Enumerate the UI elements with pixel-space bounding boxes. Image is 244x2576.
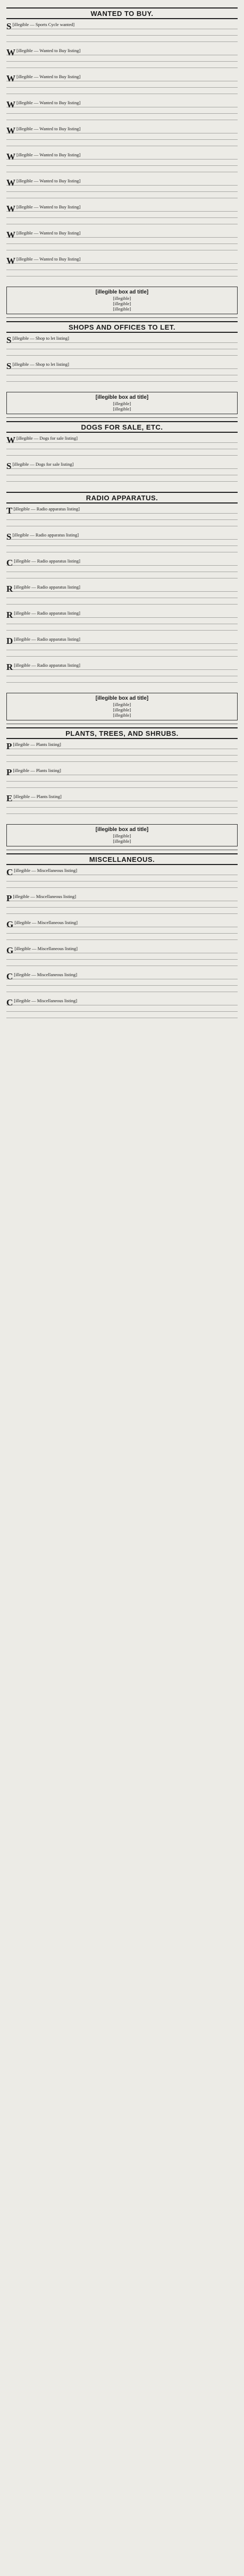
text-line-placeholder [6,107,238,112]
text-line-placeholder [6,979,238,984]
text-line-placeholder [6,761,238,767]
ad-text: [illegible — Radio apparatus listing] [14,636,80,642]
classified-ad [6,584,238,594]
ad-initial: W [6,152,15,162]
ad-text: [illegible — Sports Cycle wanted] [12,22,75,27]
ad-initial: C [6,867,13,877]
text-line-placeholder [6,449,238,454]
ad-initial: S [6,335,12,345]
text-line-placeholder [6,881,238,886]
text-line-placeholder [6,191,238,197]
classified-section [6,853,238,1023]
text-line-placeholder [6,546,238,551]
text-line-placeholder [6,901,238,906]
ad-text: [illegible — Miscellaneous listing] [14,998,78,1003]
classified-ad [6,21,238,31]
text-line-placeholder [6,172,238,177]
text-line-placeholder [6,139,238,145]
classified-section [6,321,238,387]
text-line-placeholder [6,775,238,780]
classified-section [6,727,238,819]
display-ad-title: [illegible box ad title] [95,395,149,400]
text-line-placeholder [6,244,238,249]
ad-text: [illegible — Wanted to Buy listing] [16,230,81,236]
classified-ad [6,636,238,646]
display-ad-line: [illegible] [113,306,131,312]
classified-ad [6,662,238,672]
classified-section [6,492,238,687]
ad-text: [illegible — Plants listing] [13,794,62,799]
text-line-placeholder [6,959,238,964]
ad-text: [illegible — Miscellaneous listing] [14,920,78,925]
section-heading: PLANTS, TREES, AND SHRUBS. [6,727,238,739]
ad-text: [illegible — Radio apparatus listing] [14,662,80,668]
classified-ad [6,47,238,57]
ad-text: [illegible — Dogs for sale listing] [16,435,78,441]
text-line-placeholder [6,29,238,34]
text-line-placeholder [6,94,238,99]
classified-ad [6,919,238,929]
text-line-placeholder [6,41,238,47]
text-line-placeholder [6,682,238,687]
text-line-placeholder [6,755,238,760]
text-line-placeholder [6,159,238,164]
ad-initial: R [6,584,13,594]
ad-text: [illegible — Plants listing] [13,768,61,773]
classified-ad [6,99,238,110]
classified-ad [6,997,238,1008]
text-line-placeholder [6,617,238,623]
text-line-placeholder [6,198,238,203]
classifieds-column [6,4,238,1028]
display-ad-box [6,824,238,846]
classified-ad [6,767,238,777]
text-line-placeholder [6,513,238,518]
text-line-placeholder [6,933,238,938]
ad-initial: W [6,204,15,214]
classified-ad [6,558,238,568]
ad-text: [illegible — Dogs for sale listing] [12,462,74,467]
text-line-placeholder [6,650,238,655]
text-line-placeholder [6,953,238,958]
text-line-placeholder [6,604,238,609]
text-line-placeholder [6,656,238,661]
display-ad-line: [illegible] [113,707,131,712]
ad-text: [illegible — Shop to let listing] [12,362,69,367]
ad-initial: S [6,21,12,31]
text-line-placeholder [6,1018,238,1023]
text-line-placeholder [6,146,238,151]
text-line-placeholder [6,807,238,812]
ad-initial: P [6,741,12,751]
text-line-placeholder [6,68,238,73]
ad-text: [illegible — Radio apparatus listing] [14,584,80,590]
text-line-placeholder [6,749,238,754]
text-line-placeholder [6,669,238,675]
ad-initial: R [6,610,13,620]
text-line-placeholder [6,787,238,793]
text-line-placeholder [6,624,238,629]
classified-ad [6,610,238,620]
ad-text: [illegible — Wanted to Buy listing] [16,74,81,79]
ad-initial: P [6,767,12,777]
text-line-placeholder [6,1011,238,1017]
text-line-placeholder [6,913,238,919]
text-line-placeholder [6,643,238,649]
classified-section [6,7,238,281]
text-line-placeholder [6,813,238,819]
ad-text: [illegible — Wanted to Buy listing] [16,48,81,53]
text-line-placeholder [6,475,238,480]
text-line-placeholder [6,526,238,531]
section-heading: SHOPS AND OFFICES TO LET. [6,321,238,333]
section-heading: MISCELLANEOUS. [6,853,238,865]
text-line-placeholder [6,985,238,991]
text-line-placeholder [6,87,238,93]
display-ad-box [6,287,238,314]
ad-text: [illegible — Miscellaneous listing] [14,946,78,951]
classified-ad [6,361,238,371]
classified-ad [6,741,238,751]
ad-initial: W [6,230,15,240]
display-ad-box [6,392,238,414]
text-line-placeholder [6,276,238,281]
text-line-placeholder [6,572,238,577]
text-line-placeholder [6,217,238,223]
ad-initial: C [6,558,13,568]
text-line-placeholder [6,224,238,229]
classified-ad [6,945,238,955]
text-line-placeholder [6,539,238,544]
text-line-placeholder [6,381,238,387]
text-line-placeholder [6,875,238,880]
display-ad-title: [illegible box ad title] [95,289,149,295]
classified-ad [6,461,238,471]
section-rule [6,417,238,418]
classified-ad [6,256,238,266]
classified-ad [6,971,238,981]
text-line-placeholder [6,519,238,525]
text-line-placeholder [6,887,238,893]
ad-text: [illegible — Wanted to Buy listing] [16,152,81,157]
display-ad-line: [illegible] [113,301,131,306]
ad-text: [illegible — Radio apparatus listing] [12,532,79,538]
ad-text: [illegible — Miscellaneous listing] [14,972,78,977]
text-line-placeholder [6,1005,238,1010]
ad-initial: G [6,945,14,955]
text-line-placeholder [6,481,238,486]
text-line-placeholder [6,237,238,242]
ad-text: [illegible — Wanted to Buy listing] [16,204,81,209]
ad-initial: D [6,636,13,646]
classified-ad [6,335,238,345]
text-line-placeholder [6,455,238,460]
display-ad-line: [illegible] [113,296,131,301]
display-ad-line: [illegible] [113,712,131,718]
display-ad-line: [illegible] [113,702,131,707]
text-line-placeholder [6,966,238,971]
ad-initial: C [6,997,13,1008]
ad-initial: W [6,125,15,136]
ad-text: [illegible — Shop to let listing] [12,335,69,341]
text-line-placeholder [6,250,238,255]
ad-initial: G [6,919,14,929]
classified-ad [6,867,238,877]
text-line-placeholder [6,355,238,360]
text-line-placeholder [6,368,238,374]
ad-text: [illegible — Radio apparatus listing] [13,506,80,511]
classified-ad [6,506,238,516]
text-line-placeholder [6,927,238,932]
ad-text: [illegible — Wanted to Buy listing] [16,100,81,105]
ad-initial: R [6,662,13,672]
section-heading: WANTED TO BUY. [6,7,238,19]
display-ad-title: [illegible box ad title] [95,827,149,833]
ad-text: [illegible — Wanted to Buy listing] [16,256,81,262]
text-line-placeholder [6,120,238,125]
ad-initial: W [6,99,15,110]
text-line-placeholder [6,781,238,786]
text-line-placeholder [6,61,238,66]
ad-initial: W [6,73,15,83]
text-line-placeholder [6,35,238,40]
classified-ad [6,178,238,188]
ad-text: [illegible — Wanted to Buy listing] [16,126,81,131]
display-ad-line: [illegible] [113,401,131,406]
text-line-placeholder [6,81,238,86]
ad-initial: S [6,461,12,471]
ad-text: [illegible — Plants listing] [13,742,61,747]
section-rule [6,317,238,318]
display-ad-box [6,693,238,720]
text-line-placeholder [6,263,238,268]
text-line-placeholder [6,133,238,138]
classified-section [6,421,238,486]
ad-initial: S [6,532,12,542]
text-line-placeholder [6,907,238,912]
display-ad-line: [illegible] [113,833,131,838]
classified-ad [6,125,238,136]
classified-ad [6,152,238,162]
ad-initial: T [6,506,13,516]
classified-ad [6,435,238,445]
ad-initial: E [6,793,13,803]
text-line-placeholder [6,442,238,448]
ad-initial: W [6,256,15,266]
classified-ad [6,230,238,240]
section-heading: DOGS FOR SALE, ETC. [6,421,238,433]
ad-text: [illegible — Radio apparatus listing] [14,558,80,564]
text-line-placeholder [6,939,238,945]
ad-text: [illegible — Miscellaneous listing] [14,868,78,873]
text-line-placeholder [6,349,238,354]
section-heading: RADIO APPARATUS. [6,492,238,504]
text-line-placeholder [6,165,238,171]
classified-ad [6,73,238,83]
display-ad-title: [illegible box ad title] [95,695,149,701]
text-line-placeholder [6,801,238,806]
ad-text: [illegible — Radio apparatus listing] [14,610,80,616]
ad-text: [illegible — Wanted to Buy listing] [16,178,81,183]
text-line-placeholder [6,591,238,597]
text-line-placeholder [6,468,238,474]
text-line-placeholder [6,211,238,216]
classified-ad [6,893,238,903]
display-ad-line: [illegible] [113,838,131,844]
display-ad-line: [illegible] [113,406,131,412]
classified-ad [6,793,238,803]
text-line-placeholder [6,375,238,380]
classified-ad [6,532,238,542]
classified-ad [6,204,238,214]
text-line-placeholder [6,565,238,570]
ad-initial: W [6,435,15,445]
ad-initial: W [6,47,15,57]
text-line-placeholder [6,676,238,681]
text-line-placeholder [6,578,238,583]
text-line-placeholder [6,270,238,275]
text-line-placeholder [6,113,238,119]
ad-initial: P [6,893,12,903]
text-line-placeholder [6,552,238,557]
text-line-placeholder [6,630,238,635]
text-line-placeholder [6,598,238,603]
text-line-placeholder [6,185,238,190]
ad-initial: C [6,971,13,981]
text-line-placeholder [6,342,238,348]
text-line-placeholder [6,55,238,60]
ad-initial: W [6,178,15,188]
ad-initial: S [6,361,12,371]
ad-text: [illegible — Miscellaneous listing] [13,894,77,899]
text-line-placeholder [6,992,238,997]
